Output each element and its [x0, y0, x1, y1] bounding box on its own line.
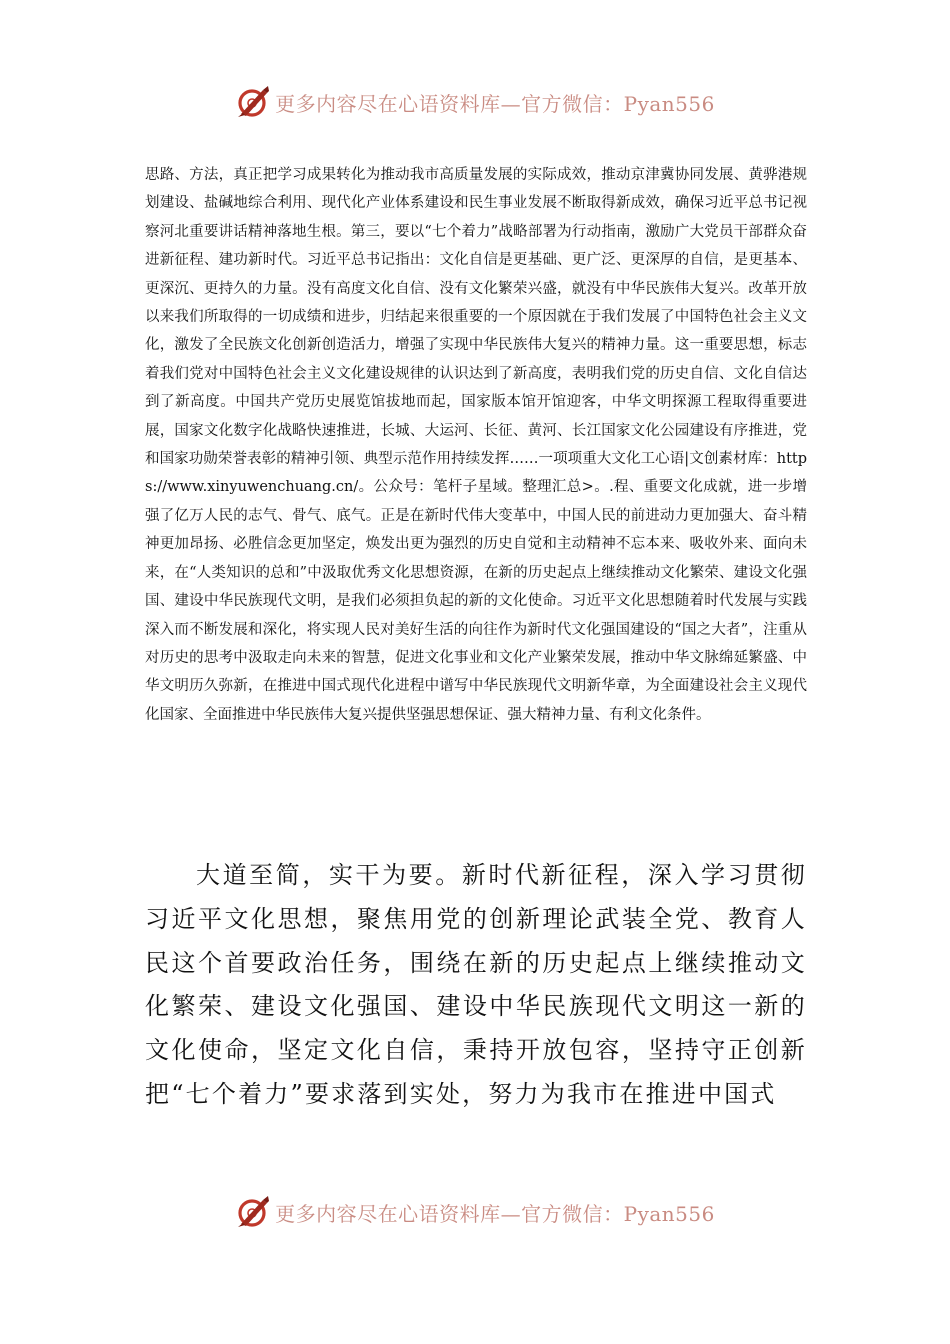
footer-watermark-banner	[0, 1190, 950, 1234]
header-watermark-banner	[0, 80, 950, 124]
footer-banner-text: 更多内容尽在心语资料库—官方微信：Pyan556	[275, 1201, 715, 1226]
header-banner-text: 更多内容尽在心语资料库—官方微信：Pyan556	[275, 91, 715, 116]
document-body	[145, 161, 807, 729]
body-paragraph-2: 大道至简，实干为要。新时代新征程，深入学习贯彻习近平文化思想，聚焦用党的创新理论武装全党、教育人民这个首要政治任务，围绕在新的历史起点上继续推动文化繁荣、建设文化强国、建设中华民族现代文明这一新的文化使命，坚定文化自信，秉持开放包容，坚持守正创新把“七个着力”要求落到实处，努力为我市在推进中国式	[145, 861, 807, 1108]
fountain-pen-logo-icon	[235, 1194, 271, 1230]
fountain-pen-logo-icon	[235, 84, 271, 120]
body-paragraph-1: 思路、方法，真正把学习成果转化为推动我市高质量发展的实际成效，推动京津冀协同发展、黄骅港规划建设、盐碱地综合利用、现代化产业体系建设和民生事业发展不断取得新成效，确保习近平总书记视察河北重要讲话精神落地生根。第三，要以“七个着力”战略部署为行动指南，激励广大党员干部群众奋进新征程、建功新时代。习近平总书记指出：文化自信是更基础、更广泛、更深厚的自信，是更基本、更深沉、更持久的力量。没有高度文化自信、没有文化繁荣兴盛，就没有中华民族伟大复兴。改革开放以来我们所取得的一切成绩和进步，归结起来很重要的一个原因就在于我们发展了中国特色社会主义文化，激发了全民族文化创新创造活力，增强了实现中华民族伟大复兴的精神力量。这一重要思想，标志着我们党对中国特色社会主义文化建设规律的认识达到了新高度，表明我们党的历史自信、文化自信达到了新高度。中国共产党历史展览馆拔地而起，国家版本馆开馆迎客，中华文明探源工程取得重要进展，国家文化数字化战略快速推进，长城、大运河、长征、黄河、长江国家文化公园建设有序推进，党和国家功勋荣誉表彰的精神引领、典型示范作用持续发挥……一项项重大文化工心语|文创素材库：https://www.xinyuwenchuang.cn/。公众号：笔杆子星域。整理汇总>。.程、重要文化成就，进一步增强了亿万人民的志气、骨气、底气。正是在新时代伟大变革中，中国人民的前进动力更加强大、奋斗精神更加昂扬、必胜信念更加坚定，焕发出更为强烈的历史自觉和主动精神不忘本来、吸收外来、面向未来，在“人类知识的总和”中汲取优秀文化思想资源，在新的历史起点上继续推动文化繁荣、建设文化强国、建设中华民族现代文明，是我们必须担负起的新的文化使命。习近平文化思想随着时代发展与实践深入而不断发展和深化，将实现人民对美好生活的向往作为新时代文化强国建设的“国之大者”，注重从对历史的思考中汲取走向未来的智慧，促进文化事业和文化产业繁荣发展，推动中华文脉绵延繁盛、中华文明历久弥新，在推进中国式现代化进程中谱写中华民族现代文明新华章，为全面建设社会主义现代化国家、全面推进中华民族伟大复兴提供坚强思想保证、强大精神力量、有利文化条件。	[145, 167, 807, 723]
